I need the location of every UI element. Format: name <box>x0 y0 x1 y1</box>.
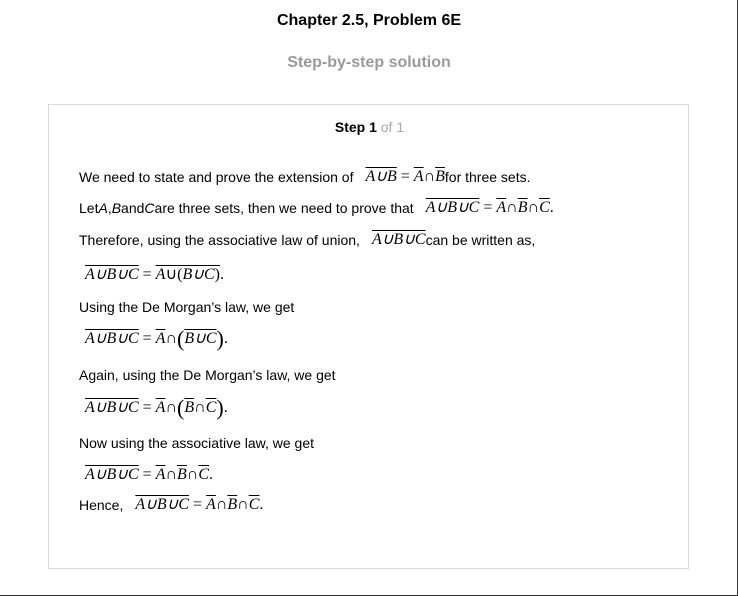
step-header <box>49 119 690 135</box>
line-text: Using the De Morgan’s law, we get <box>79 299 295 315</box>
page-title: Chapter 2.5, Problem 6E <box>276 12 462 29</box>
solution-line-5 <box>79 297 294 317</box>
solution-line-4 <box>85 265 224 285</box>
math-expression: A∪B∪C = $\overline{A}\cap(B\cup C)$. <box>85 326 228 351</box>
var-a: A <box>98 200 108 216</box>
var-c: C <box>144 200 155 216</box>
line-text: Now using the associative law, we get <box>79 435 315 451</box>
line-text: can be written as, <box>425 232 536 248</box>
math-expression: A∪B∪C = $\overline{A}\cap\overline{B}\cap\overline{C}$. <box>85 466 214 483</box>
math-expression: A∪B∪C = $\overline{A}\cap\overline{B}\cap\overline{C}$. <box>425 199 554 216</box>
line-text: Again, using the De Morgan’s law, we get <box>79 367 336 383</box>
step-label: Step 1 <box>334 119 377 135</box>
math-expression: A∪B∪C <box>371 231 426 248</box>
page-subtitle: Step-by-step solution <box>287 54 451 71</box>
math-expression: A∪B∪C = A∪(B∪C). <box>85 266 224 283</box>
solution-line-8 <box>85 395 228 420</box>
step-count: of 1 <box>380 119 405 135</box>
solution-card <box>48 104 689 569</box>
line-text: Hence, <box>79 497 124 513</box>
math-expression: A∪B∪C = $\overline{A}\cap\overline{B}\cap\overline{C}$. <box>135 496 264 513</box>
solution-line-9 <box>79 433 314 453</box>
solution-line-1 <box>79 167 531 187</box>
solution-line-11 <box>79 495 263 515</box>
line-text: Let <box>79 200 99 216</box>
solution-line-10 <box>85 465 213 485</box>
math-expression: A∪B∪C = $\overline{A}\cap(\overline{B}\cap\overline{C})$. <box>85 395 228 420</box>
solution-line-7 <box>79 365 336 385</box>
solution-line-3 <box>79 230 535 250</box>
math-expression: A∪B = $\overline{A}\cap\overline{B}$ <box>365 168 445 185</box>
var-b: B <box>111 200 122 216</box>
line-text: Therefore, using the associative law of union, <box>79 232 360 248</box>
line-text: for three sets. <box>444 169 531 185</box>
solution-line-2: Let A , B and C are three sets, then we need to prove that A∪B∪C = $\overline{A}\cap\overline{B}\cap\overline{C}$. <box>79 199 554 216</box>
solution-line-6 <box>85 326 228 351</box>
line-text: We need to state and prove the extension of <box>79 169 354 185</box>
